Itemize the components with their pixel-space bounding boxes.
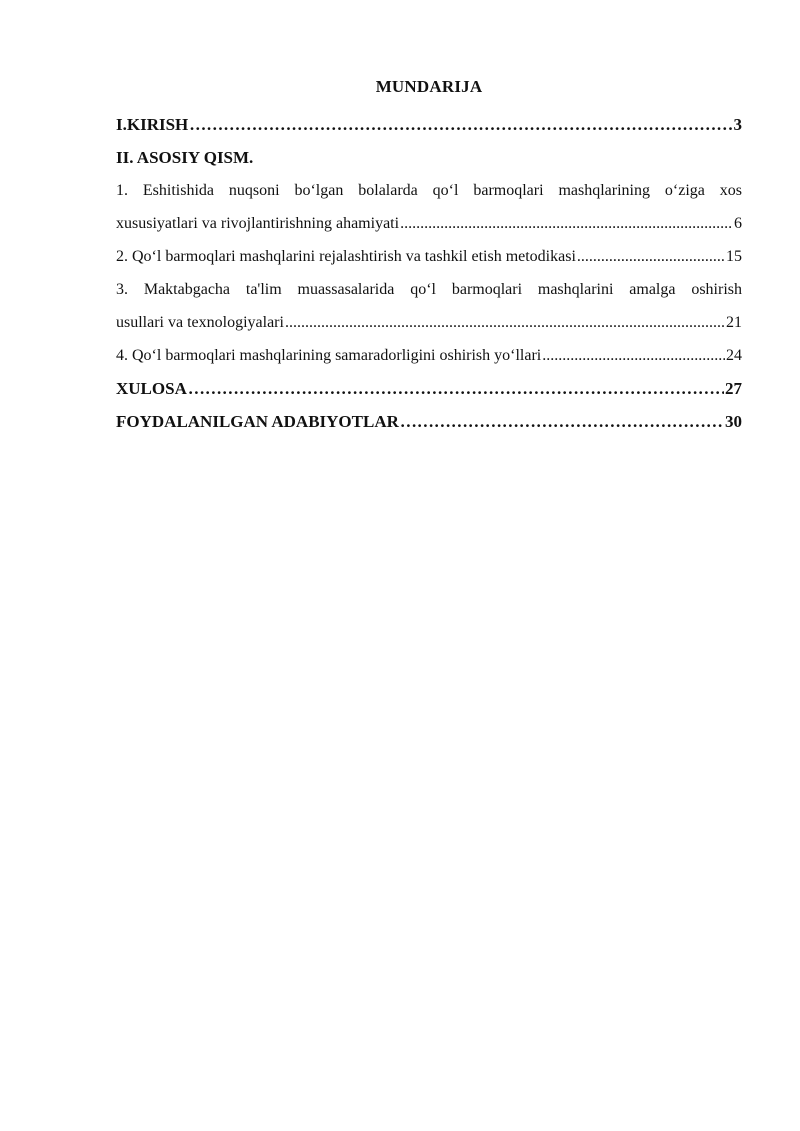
- dot-leader: [400, 405, 724, 438]
- toc-page-number: 6: [734, 215, 742, 232]
- table-of-contents: [116, 108, 742, 438]
- toc-entry-xulosa[interactable]: [116, 372, 742, 405]
- toc-entry-3-line-2[interactable]: [116, 306, 742, 339]
- toc-entry-text: 4. Qo‘l barmoqlari mashqlarining samaradorligini oshirish yo‘llari: [116, 347, 542, 364]
- toc-entry-1-line-1[interactable]: [116, 174, 742, 207]
- dot-leader: [189, 108, 732, 141]
- toc-page-number: 3: [733, 115, 742, 134]
- toc-entry-kirish[interactable]: [116, 108, 742, 141]
- toc-entry-asosiy-qism[interactable]: [116, 141, 742, 174]
- dot-leader: [542, 339, 725, 372]
- toc-entry-text: 2. Qo‘l barmoqlari mashqlarini rejalashtirish va tashkil etish metodikasi: [116, 248, 576, 265]
- dot-leader: [285, 306, 725, 339]
- toc-entry-text: 1. Eshitishida nuqsoni bo‘lgan bolalarda qo‘l barmoqlari mashqlarining o‘ziga xos: [116, 182, 742, 199]
- toc-page-number: 21: [726, 314, 742, 331]
- toc-page-number: 24: [726, 347, 742, 364]
- toc-entry-text: 3. Maktabgacha ta'lim muassasalarida qo‘l barmoqlari mashqlarini amalga oshirish: [116, 281, 742, 298]
- toc-entry-text: II. ASOSIY QISM.: [116, 148, 254, 167]
- toc-page-number: 30: [725, 412, 742, 431]
- toc-page-number: 27: [725, 379, 742, 398]
- dot-leader: [400, 207, 733, 240]
- toc-entry-text: FOYDALANILGAN ADABIYOTLAR: [116, 412, 399, 431]
- toc-entry-text: I.KIRISH: [116, 115, 189, 134]
- toc-entry-2[interactable]: [116, 240, 742, 273]
- dot-leader: [577, 240, 725, 273]
- toc-entry-text: xususiyatlari va rivojlantirishning ahamiyati: [116, 215, 400, 232]
- toc-entry-text: usullari va texnologiyalari: [116, 314, 284, 331]
- toc-entry-adabiyotlar[interactable]: [116, 405, 742, 438]
- dot-leader: [188, 372, 724, 405]
- toc-entry-3-line-1[interactable]: [116, 273, 742, 306]
- toc-page-number: 15: [726, 248, 742, 265]
- toc-entry-1-line-2[interactable]: [116, 207, 742, 240]
- toc-entry-4[interactable]: [116, 339, 742, 372]
- page-title: MUNDARIJA: [375, 77, 483, 96]
- toc-entry-text: XULOSA: [116, 379, 187, 398]
